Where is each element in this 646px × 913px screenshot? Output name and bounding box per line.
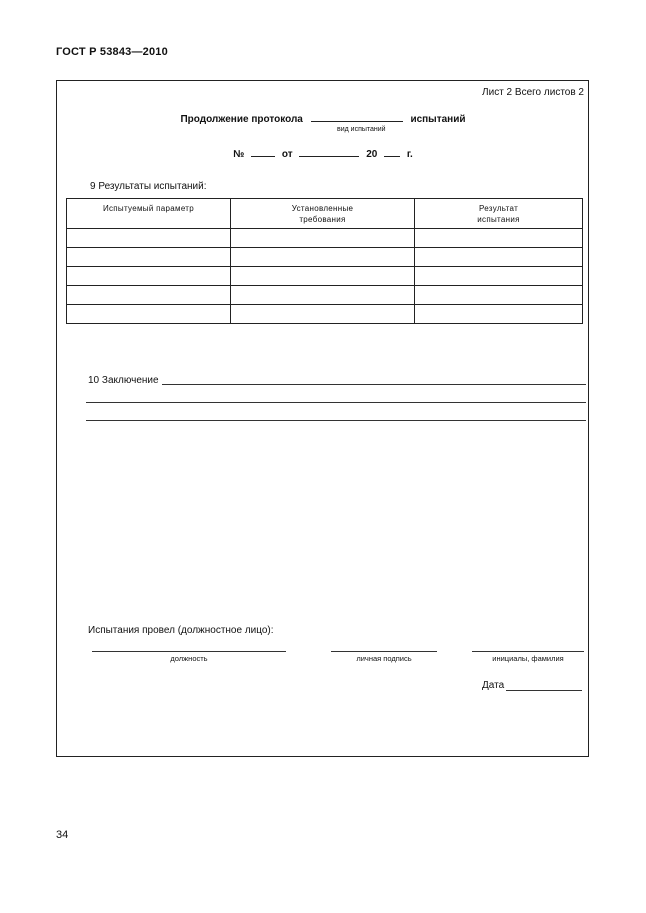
column-header-result: [415, 199, 583, 229]
results-table: [66, 198, 583, 324]
name-line[interactable]: [472, 651, 584, 652]
from-label: от: [281, 149, 293, 160]
table-cell[interactable]: [415, 229, 583, 248]
column-header-label: Испытуемый параметр: [102, 204, 195, 213]
position-line[interactable]: [92, 651, 286, 652]
year-suffix: г.: [406, 149, 413, 160]
table-cell[interactable]: [231, 286, 415, 305]
test-kind-blank: [311, 111, 403, 122]
column-header-parameter: [67, 199, 231, 229]
conclusion-line[interactable]: [162, 384, 586, 385]
page-number: 34: [56, 829, 69, 841]
table-cell[interactable]: [415, 286, 583, 305]
protocol-title: [0, 111, 646, 125]
table-cell[interactable]: [231, 229, 415, 248]
conclusion-line[interactable]: [86, 402, 586, 403]
table-cell[interactable]: [67, 286, 231, 305]
name-caption: инициалы, фамилия: [492, 654, 564, 663]
results-heading: 9 Результаты испытаний:: [90, 181, 207, 192]
year-label: 20: [366, 149, 378, 160]
table-row: [67, 229, 583, 248]
test-kind-caption: вид испытаний: [337, 126, 386, 133]
date-label: Дата: [482, 680, 505, 691]
signature-caption: личная подпись: [356, 654, 412, 663]
column-header-label: Установленные требования: [291, 203, 354, 224]
number-label: №: [233, 149, 245, 160]
date-blank: [299, 146, 359, 157]
table-cell[interactable]: [231, 305, 415, 324]
conclusion-line[interactable]: [86, 420, 586, 421]
standard-designation: ГОСТ Р 53843—2010: [56, 46, 168, 58]
table-cell[interactable]: [415, 305, 583, 324]
protocol-title-prefix: Продолжение протокола: [180, 114, 303, 125]
table-cell[interactable]: [67, 229, 231, 248]
signature-line[interactable]: [331, 651, 437, 652]
protocol-title-suffix: испытаний: [410, 114, 466, 125]
table-cell[interactable]: [415, 248, 583, 267]
table-cell[interactable]: [67, 305, 231, 324]
number-blank: [251, 146, 275, 157]
table-cell[interactable]: [67, 267, 231, 286]
sheet-count: Лист 2 Всего листов 2: [482, 87, 584, 98]
column-header-label: Результат испытания: [477, 203, 520, 224]
signature-heading: Испытания провел (должностное лицо):: [88, 625, 274, 636]
column-header-requirements: [231, 199, 415, 229]
table-cell[interactable]: [67, 248, 231, 267]
position-caption: должность: [170, 654, 208, 663]
table-row: [67, 267, 583, 286]
conclusion-label: 10 Заключение: [88, 375, 159, 386]
year-blank: [384, 146, 400, 157]
table-cell[interactable]: [415, 267, 583, 286]
protocol-number-line: [0, 146, 646, 160]
table-row: [67, 286, 583, 305]
date-line[interactable]: [506, 690, 582, 691]
table-cell[interactable]: [231, 248, 415, 267]
table-row: [67, 248, 583, 267]
table-row: [67, 305, 583, 324]
table-cell[interactable]: [231, 267, 415, 286]
